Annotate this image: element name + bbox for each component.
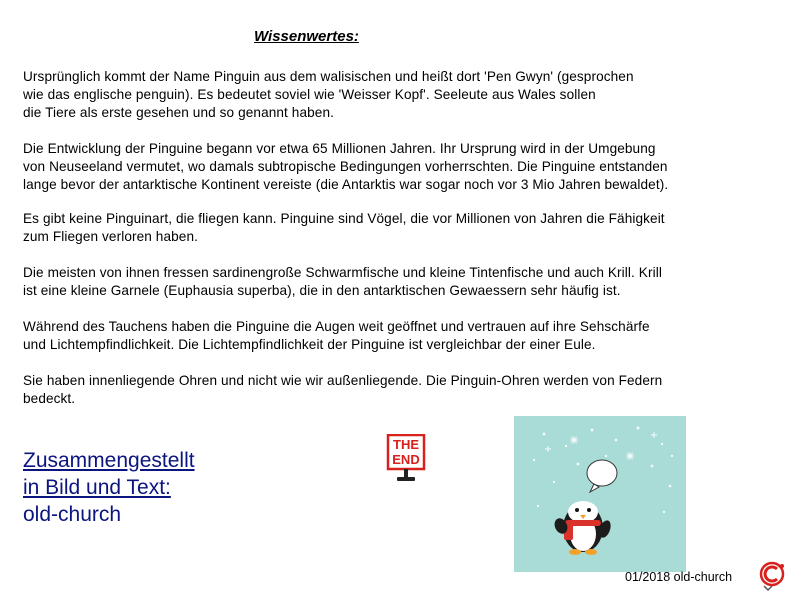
- paragraph-line: zum Fliegen verloren haben.: [23, 229, 198, 244]
- paragraph-line: wie das englische penguin). Es bedeutet soviel wie 'Weisser Kopf'. Seeleute aus Wales sollen: [23, 87, 596, 102]
- paragraph-line: Die meisten von ihnen fressen sardinengroße Schwarmfische und kleine Tintenfische und auch Krill. Krill: [23, 265, 662, 280]
- paragraph-line: ist eine kleine Garnele (Euphausia superba), die in den antarktischen Gewaessern sehr häufig ist.: [23, 283, 621, 298]
- paragraph-flight: [23, 210, 783, 246]
- paragraph-ears: [23, 372, 783, 408]
- penguin-card-image: [514, 416, 686, 577]
- page-title: Wissenwertes:: [254, 28, 359, 45]
- end-sign-line-2: END: [392, 452, 420, 467]
- paragraph-line: Sie haben innenliegende Ohren und nicht wie wir außenliegende. Die Pinguin-Ohren werden von Federn: [23, 373, 663, 388]
- paragraph-line: bedeckt.: [23, 391, 76, 406]
- credit-line-image-text: in Bild und Text:: [23, 476, 171, 499]
- paragraph-line: Ursprünglich kommt der Name Pinguin aus dem walisischen und heißt dort 'Pen Gwyn' (gesprochen: [23, 69, 634, 84]
- paragraph-diving: [23, 318, 783, 354]
- old-church-logo-icon: [758, 560, 788, 597]
- paragraph-line: die Tiere als erste gesehen und so genannt haben.: [23, 105, 334, 120]
- paragraph-line: und Lichtempfindlichkeit. Die Lichtempfindlichkeit der Pinguine ist vergleichbar der einer Eule.: [23, 337, 596, 352]
- footer-date-author: 01/2018 old-church: [625, 570, 733, 584]
- paragraph-evolution: [23, 140, 783, 194]
- paragraph-line: lange bevor der antarktische Kontinent vereiste (die Antarktis war sogar noch vor 3 Mio Jahren bewaldet).: [23, 177, 669, 192]
- paragraph-line: Die Entwicklung der Pinguine begann vor etwa 65 Millionen Jahren. Ihr Ursprung wird in der Umgebung: [23, 141, 656, 156]
- credit-block: [23, 447, 243, 528]
- paragraph-line: Es gibt keine Pinguinart, die fliegen kann. Pinguine sind Vögel, die vor Millionen von Jahren die Fähigkeit: [23, 211, 665, 226]
- end-sign-line-1: THE: [393, 437, 419, 452]
- paragraph-line: von Neuseeland vermutet, wo damals subtropische Bedingungen vorherrschten. Die Pinguine entstanden: [23, 159, 668, 174]
- the-end-sign-icon: [386, 434, 426, 489]
- credit-author: old-church: [23, 503, 122, 526]
- paragraph-name-origin: [23, 68, 783, 122]
- paragraph-diet: [23, 264, 783, 300]
- paragraph-line: Während des Tauchens haben die Pinguine die Augen weit geöffnet und vertrauen auf ihre Sehschärfe: [23, 319, 650, 334]
- credit-line-compiled: Zusammengestellt: [23, 449, 195, 472]
